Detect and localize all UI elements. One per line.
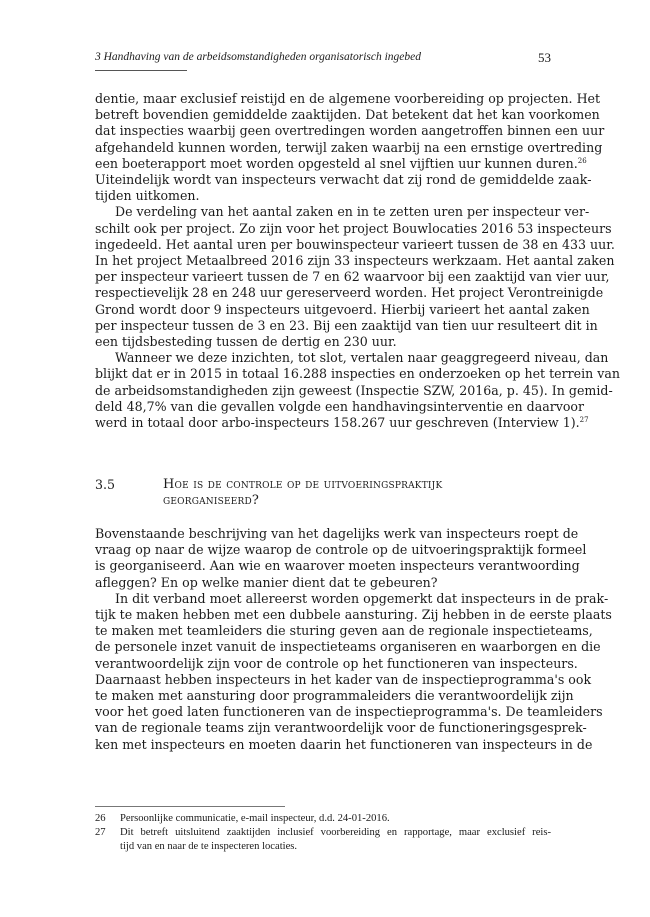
- text-line: tijden uitkomen.: [95, 188, 200, 204]
- text-line: schilt ook per project. Zo zijn voor het project Bouwlocaties 2016 53 inspecteurs: [95, 220, 612, 236]
- text-line: een tijdsbesteding tussen de dertig en 230 uur.: [95, 334, 397, 350]
- paragraph: [95, 91, 605, 204]
- footnote-rule: [95, 806, 285, 807]
- text-line: Wanneer we deze inzichten, tot slot, vertalen naar geaggregeerd niveau, dan: [115, 350, 609, 366]
- footnote: [95, 812, 551, 826]
- paragraph: [95, 526, 587, 591]
- text-line: afleggen? En op welke manier dient dat te gebeuren?: [95, 574, 438, 590]
- text-line: dentie, maar exclusief reistijd en de algemene voorbereiding op projecten. Het: [95, 91, 601, 106]
- footnote-text-line: Dit betreft uitsluitend zaaktijden inclusief voorbereiding en rapportage, maar exclusief reis-: [120, 827, 551, 838]
- page-number: 53: [538, 50, 551, 65]
- header-rule: [95, 70, 187, 71]
- text-line: respectievelijk 28 en 248 uur gereserveerd worden. Het project Verontreinigde: [95, 285, 604, 301]
- text-line: van de regionale teams zijn verantwoordelijk voor de functioneringsgesprek-: [95, 720, 587, 736]
- paragraph: [95, 204, 615, 350]
- section-title-line: [163, 477, 442, 493]
- section-title: [163, 477, 442, 509]
- text-line: per inspecteur varieert tussen de 7 en 62 waarvoor bij een zaaktijd van vier uur,: [95, 269, 610, 285]
- text-line: Grond wordt door 9 inspecteurs uitgevoerd. Hierbij varieert het aantal zaken: [95, 301, 590, 317]
- text-line: tijk te maken hebben met een dubbele aansturing. Zij hebben in de eerste plaats: [95, 607, 612, 623]
- text-line: In het project Metaalbreed 2016 zijn 33 inspecteurs werkzaam. Het aantal zaken: [95, 253, 615, 269]
- footnotes: [95, 812, 551, 854]
- text-line: ingedeeld. Het aantal uren per bouwinspecteur varieert tussen de 38 en 433 uur.: [95, 236, 615, 252]
- text-line: voor het goed laten functioneren van de inspectieprogramma's. De teamleiders: [95, 704, 603, 720]
- footnote: [95, 826, 551, 854]
- footnote-number: 27: [95, 827, 106, 838]
- footnote-reference[interactable]: 26: [577, 156, 587, 165]
- section-title-text: Hoe is de controle op de uitvoeringspraktijk: [163, 477, 443, 492]
- body-text-bottom: [95, 526, 612, 753]
- section-number: 3.5: [95, 477, 116, 492]
- text-line: te maken met teamleiders die sturing geven aan de regionale inspectieteams,: [95, 623, 593, 639]
- text-line: werd in totaal door arbo-inspecteurs 158.267 uur geschreven (Interview 1).$^{27}$: [95, 415, 589, 431]
- text-line: de arbeidsomstandigheden zijn geweest (Inspectie SZW, 2016a, p. 45). In gemid-: [95, 382, 613, 398]
- paragraph: [95, 350, 620, 431]
- text-line: betreft bovendien gemiddelde zaaktijden. Dat betekent dat het kan voorkomen: [95, 107, 600, 123]
- text-line: is georganiseerd. Aan wie en waarover moeten inspecteurs verantwoording: [95, 558, 580, 574]
- text-line: Uiteindelijk wordt van inspecteurs verwacht dat zij rond de gemiddelde zaak-: [95, 172, 592, 188]
- text-line: deld 48,7% van die gevallen volgde een handhavingsinterventie en daarvoor: [95, 398, 585, 414]
- text-line: Daarnaast hebben inspecteurs in het kader van de inspectieprogramma's ook: [95, 671, 592, 687]
- text-line: een boeterapport moet worden opgesteld al snel vijftien uur kunnen duren.$^{26}$: [95, 155, 587, 171]
- section-title-text: georganiseerd?: [163, 493, 260, 508]
- text-line: ken met inspecteurs en moeten daarin het functioneren van inspecteurs in de: [95, 736, 593, 752]
- text-line: dat inspecties waarbij geen overtredingen worden aangetroffen binnen een uur: [95, 123, 605, 139]
- text-line: vraag op naar de wijze waarop de controle op de uitvoeringspraktijk formeel: [95, 542, 587, 558]
- text-line: Bovenstaande beschrijving van het dagelijks werk van inspecteurs roept de: [95, 526, 579, 541]
- text-line: afgehandeld kunnen worden, terwijl zaken waarbij na een ernstige overtreding: [95, 139, 603, 155]
- text-line: De verdeling van het aantal zaken en in te zetten uren per inspecteur ver-: [115, 204, 590, 220]
- footnote-text-line: tijd van en naar de te inspecteren locaties.: [120, 841, 298, 852]
- section-title-line: [163, 493, 442, 509]
- text-line: verantwoordelijk zijn voor de controle op het functioneren van inspecteurs.: [95, 655, 578, 671]
- text-line: In dit verband moet allereerst worden opgemerkt dat inspecteurs in de prak-: [115, 590, 609, 606]
- footnote-text-line: Persoonlijke communicatie, e-mail inspecteur, d.d. 24-01-2016.: [120, 813, 390, 824]
- text-line: te maken met aansturing door programmaleiders die verantwoordelijk zijn: [95, 688, 574, 704]
- text-line: blijkt dat er in 2015 in totaal 16.288 inspecties en onderzoeken op het terrein van: [95, 366, 620, 382]
- text-line: de personele inzet vanuit de inspectieteams organiseren en waarborgen en die: [95, 639, 601, 655]
- footnote-reference[interactable]: 27: [579, 416, 589, 425]
- text-line: per inspecteur tussen de 3 en 23. Bij een zaaktijd van tien uur resulteert dit in: [95, 317, 598, 333]
- paragraph: [95, 590, 612, 753]
- footnote-number: 26: [95, 813, 106, 824]
- chapter-title: 3 Handhaving van de arbeidsomstandigheden organisatorisch ingebed: [95, 51, 422, 63]
- body-text-top: [95, 91, 620, 431]
